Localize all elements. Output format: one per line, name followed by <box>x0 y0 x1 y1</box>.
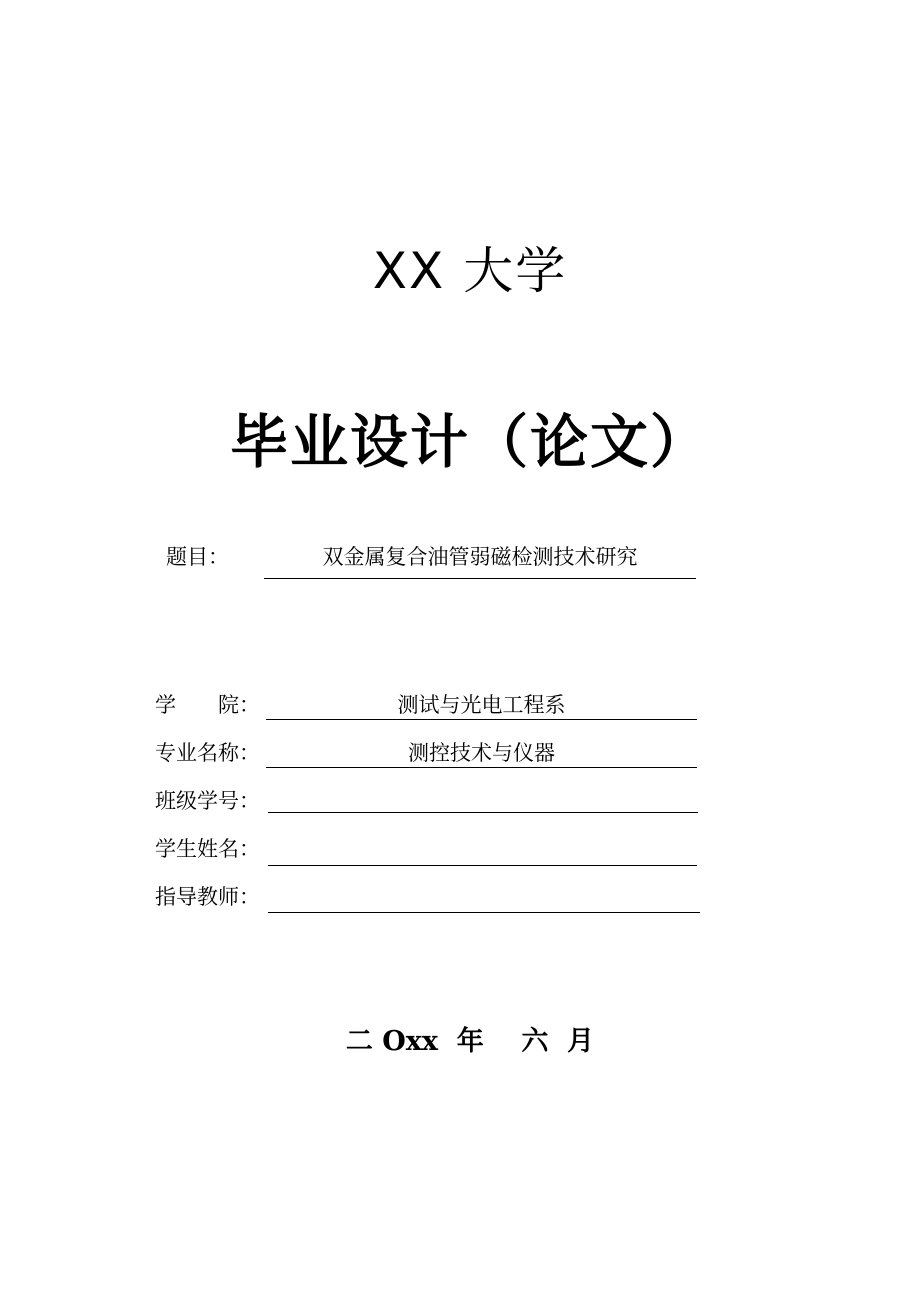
college-value: 测试与光电工程系 <box>397 693 566 717</box>
student-name-label-text: 学生姓名： <box>155 837 260 861</box>
date-line: 二 Oxx 年 六 月 <box>345 1026 595 1057</box>
topic-underline <box>264 578 696 579</box>
topic-label: 题目： <box>166 545 229 569</box>
college-label-text: 学 院： <box>155 693 260 717</box>
document-type-title: 毕业设计（论文） <box>229 408 710 476</box>
advisor-underline <box>268 912 700 913</box>
class-id-label <box>155 787 260 815</box>
advisor-label-text: 指导教师： <box>155 885 260 909</box>
class-id-label-text: 班级学号： <box>155 789 260 813</box>
advisor-label <box>155 883 260 911</box>
student-name-underline <box>268 865 697 866</box>
class-id-underline <box>268 812 698 813</box>
major-value: 测控技术与仪器 <box>408 741 555 765</box>
college-underline <box>266 719 697 720</box>
major-label <box>155 739 260 767</box>
student-name-label <box>155 835 260 863</box>
university-name: XX 大学 <box>372 242 568 300</box>
major-label-text: 专业名称： <box>155 741 260 765</box>
topic-value: 双金属复合油管弱磁检测技术研究 <box>322 545 638 569</box>
college-label <box>155 691 260 719</box>
major-underline <box>266 767 697 768</box>
